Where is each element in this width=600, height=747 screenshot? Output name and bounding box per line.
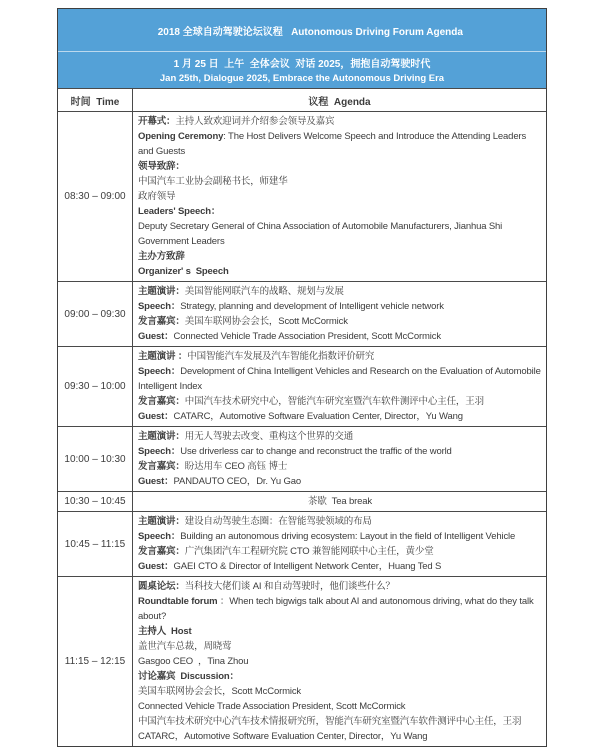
agenda-line-label: 主题演讲：: [138, 431, 185, 442]
agenda-line-label: 主题演讲：: [138, 516, 185, 527]
time-cell: 11:15 – 12:15: [58, 577, 133, 746]
table-row: [58, 576, 546, 746]
agenda-line-label: Guest：: [138, 411, 174, 422]
agenda-line: 发言嘉宾：中国汽车技术研究中心，智能汽车研究室暨汽车软件测评中心主任，王羽: [138, 396, 484, 407]
agenda-line: 主题演讲：用无人驾驶去改变、重构这个世界的交通: [138, 431, 354, 442]
agenda-line-label: Organizer' s Speech: [138, 266, 229, 277]
agenda-line: 中国汽车技术研究中心汽车技术情报研究所，智能汽车研究室暨汽车软件测评中心主任，王羽: [138, 716, 522, 727]
agenda-cell: [133, 512, 546, 576]
agenda-line-label: Guest：: [138, 476, 174, 487]
agenda-cell: [133, 347, 546, 426]
agenda-line-label: 开幕式：: [138, 116, 176, 127]
session-line-en: Jan 25th, Dialogue 2025, Embrace the Autonomous Driving Era: [159, 73, 445, 84]
agenda-line-label: 圆桌论坛：: [138, 581, 185, 592]
agenda-line: 主题演讲：建设自动驾驶生态圈：在智能驾驶领域的布局: [138, 516, 372, 527]
table-row: [58, 511, 546, 576]
agenda-line: CATARC，Automotive Software Evaluation Center, Director，Yu Wang: [138, 731, 428, 742]
agenda-line: Guest：GAEI CTO & Director of Intelligent Network Center，Huang Ted S: [138, 561, 442, 572]
agenda-line: Speech：Use driverless car to change and reconstruct the traffic of the world: [138, 446, 452, 457]
agenda-line: 发言嘉宾：美国车联网协会会长，Scott McCormick: [138, 316, 348, 327]
agenda-table: [57, 8, 547, 747]
agenda-line-label: 主办方致辞: [138, 251, 185, 262]
table-row: [58, 111, 546, 281]
table-row: [58, 426, 546, 491]
session-bar: [58, 52, 546, 88]
time-cell: 10:00 – 10:30: [58, 427, 133, 491]
time-column-header: 时间 Time: [58, 89, 133, 111]
agenda-line: 美国车联网协会会长，Scott McCormick: [138, 686, 302, 697]
column-header-row: [58, 88, 546, 111]
agenda-line-label: 发言嘉宾：: [138, 546, 185, 557]
forum-title: 2018 全球自动驾驶论坛议程 Autonomous Driving Forum Agenda: [157, 27, 463, 38]
agenda-line: 主题演讲 ：中国智能汽车发展及汽车智能化指数评价研究: [138, 351, 375, 362]
agenda-line: 中国汽车工业协会副秘书长，师建华: [138, 176, 288, 187]
agenda-line: [138, 204, 542, 219]
agenda-cell: [133, 427, 546, 491]
agenda-line: 盖世汽车总裁，周晓莺: [138, 641, 232, 652]
table-row: [58, 491, 546, 511]
agenda-line-label: Speech：: [138, 366, 181, 377]
agenda-line: 发言嘉宾：盼达用车 CEO 高钰 博士: [138, 461, 288, 472]
agenda-cell: [133, 282, 546, 346]
time-cell: 09:00 – 09:30: [58, 282, 133, 346]
agenda-line: 主题演讲：美国智能网联汽车的战略、规划与发展: [138, 286, 344, 297]
agenda-line-label: Opening Ceremony: [138, 131, 224, 142]
session-line-cn: 1 月 25 日 上午 全体会议 对话 2025，拥抱自动驾驶时代: [173, 59, 431, 70]
agenda-line: Speech：Development of China Intelligent Vehicles and Research on the Evaluation of Automobile Intelligent Index: [138, 366, 544, 392]
agenda-line: Guest：PANDAUTO CEO，Dr. Yu Gao: [138, 476, 302, 487]
agenda-line-label: 发言嘉宾：: [138, 316, 185, 327]
agenda-line: 发言嘉宾：广汽集团汽车工程研究院 CTO 兼智能网联中心主任，黄少堂: [138, 546, 434, 557]
agenda-line-label: 讨论嘉宾 Discussion：: [138, 671, 239, 682]
agenda-line-label: 主题演讲 ：: [138, 351, 188, 362]
agenda-line: Connected Vehicle Trade Association President, Scott McCormick: [138, 701, 406, 712]
agenda-column-header: 议程 Agenda: [308, 97, 371, 108]
agenda-line: 政府领导: [138, 191, 176, 202]
agenda-line-label: Speech：: [138, 301, 181, 312]
agenda-line-label: 主题演讲：: [138, 286, 185, 297]
agenda-cell: [133, 492, 546, 511]
agenda-rows: [58, 111, 546, 746]
agenda-line-label: Speech：: [138, 446, 181, 457]
agenda-line: Guest：CATARC，Automotive Software Evaluation Center, Director，Yu Wang: [138, 411, 463, 422]
agenda-line: Government Leaders: [138, 236, 225, 247]
agenda-line-label: 发言嘉宾：: [138, 396, 185, 407]
forum-title-bar: [58, 9, 546, 52]
table-row: [58, 281, 546, 346]
agenda-line: Opening Ceremony: The Host Delivers Welcome Speech and Introduce the Attending Leaders and Guests: [138, 131, 529, 157]
agenda-line-label: Leaders' Speech：: [138, 206, 221, 217]
agenda-line: Gasgoo CEO ，Tina Zhou: [138, 656, 249, 667]
agenda-line: 茶歇 Tea break: [307, 496, 373, 507]
agenda-line: 圆桌论坛：当科技大佬们谈 AI 和自动驾驶时，他们谈些什么？: [138, 581, 395, 592]
agenda-cell: [133, 112, 546, 281]
agenda-line-label: Guest：: [138, 331, 174, 342]
agenda-line: [138, 249, 542, 264]
agenda-line: [138, 624, 542, 639]
time-cell: 10:30 – 10:45: [58, 492, 133, 511]
agenda-line: Guest：Connected Vehicle Trade Association President, Scott McCormick: [138, 331, 441, 342]
time-cell: 10:45 – 11:15: [58, 512, 133, 576]
agenda-line: [138, 264, 542, 279]
agenda-line-label: Speech：: [138, 531, 181, 542]
agenda-line: Deputy Secretary General of China Association of Automobile Manufacturers, Jianhua Shi: [138, 221, 503, 232]
agenda-line: 开幕式：主持人致欢迎词并介绍参会领导及嘉宾: [138, 116, 335, 127]
table-row: [58, 346, 546, 426]
agenda-cell: [133, 577, 546, 746]
agenda-line: [138, 159, 542, 174]
agenda-line: Speech：Strategy, planning and development of Intelligent vehicle network: [138, 301, 444, 312]
agenda-line-label: 发言嘉宾：: [138, 461, 185, 472]
agenda-line: Speech：Building an autonomous driving ecosystem: Layout in the field of Intelligent Vehicle: [138, 531, 516, 542]
agenda-line-label: 主持人 Host: [138, 626, 192, 637]
time-cell: 08:30 – 09:00: [58, 112, 133, 281]
agenda-line-label: 领导致辞：: [138, 161, 185, 172]
agenda-line: Roundtable forum ：When tech bigwigs talk about AI and autonomous driving, what do they talk about?: [138, 596, 537, 622]
agenda-line-label: Roundtable forum: [138, 596, 220, 607]
time-cell: 09:30 – 10:00: [58, 347, 133, 426]
agenda-line-label: Guest：: [138, 561, 174, 572]
agenda-line: [138, 669, 542, 684]
